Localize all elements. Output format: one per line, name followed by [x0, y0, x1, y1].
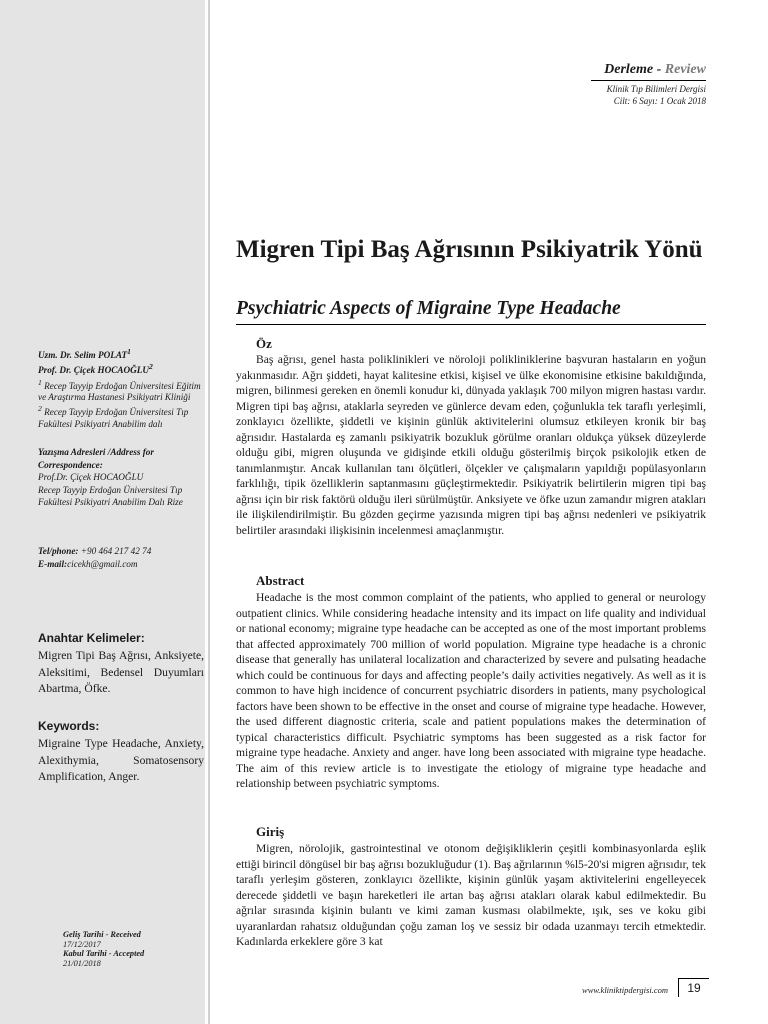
abstract-heading: Abstract: [256, 573, 305, 588]
received-date: 17/12/2017: [63, 939, 101, 949]
header-rule: [591, 80, 706, 81]
journal-issue: Cilt: 6 Sayı: 1 Ocak 2018: [613, 96, 706, 106]
phone-line: Tel/phone: +90 464 217 42 74: [38, 546, 152, 556]
oz-paragraph: Baş ağrısı, genel hasta poliklinikleri ve nöroloji polikliniklerine başvuran hastaların en yoğun yakınmasıdır. Ağrı şiddeti, hayat kalitesine etkisi, kişisel ve ülke ekonomisine etkisine bakıldığında, migren, bilinmesi gereken en önemli konudur ki, dünyada yaklaşık 700 milyon migren hastası vardır. Migren tipi baş ağrısı, ataklarla seyreden ve günlerce devam eden, çoğunlukla tek taraflı yerleşimli, zonklayıcı özellikte, şiddetli ve kişinin günlük aktivitelerini olumsuz etkileyen kronik bir baş ağrısıdır. Hastalarda eş zamanlı psikiyatrik bozukluk görülme oranları oldukça yüksek düzeylerde olduğu gibi, migren oluşunda ve gidişinde etkili olduğu gösterilmiş birçok psikolojik etken de tanımlanmıştır. Ancak kullanılan tanı ölçütleri, ölçekler ve çalışmaların yapıldığı popülasyonların farklılığı, tipik özelliklerin saptanmasını güçleştirmektedir. Psikiyatrik belirtilerin migren tipi baş ağrısı için bir risk faktörü olduğu ileri sürülmüştür. Anksiyete ve öfke uzun zamandır migren atakları ile ilişkilendirilmiştir. Bu gözden geçirme yazısında migren tipi baş ağrısı nedenleri ve psikiyatrik belirtiler arasındaki ilişkisinin incelenmesi amaçlanmıştır.: [236, 353, 706, 537]
email-line[interactable]: E-mail:cicekh@gmail.com: [38, 559, 138, 569]
article-title: Migren Tipi Baş Ağrısının Psikiyatrik Yönü: [236, 236, 703, 263]
dates-block: [63, 930, 203, 968]
article-subtitle: Psychiatric Aspects of Migraine Type Headache: [236, 298, 621, 319]
keywords-en-text: Migraine Type Headache, Anxiety, Alexithymia, Somatosensory Amplification, Anger.: [38, 737, 204, 783]
title-rule: [236, 324, 706, 325]
keywords-en-heading: Keywords:: [38, 719, 100, 733]
author-2: Prof. Dr. Çiçek HOCAOĞLU$^2$: [38, 362, 153, 376]
page-number: 19: [678, 978, 709, 997]
author-1: Uzm. Dr. Selim POLAT$^1$: [38, 347, 131, 361]
article-type-en: Review: [664, 62, 706, 77]
journal-name: Klinik Tıp Bilimleri Dergisi: [606, 84, 706, 94]
accepted-date: 21/01/2018: [63, 958, 101, 968]
giris-heading: Giriş: [256, 824, 285, 839]
sidebar-edge: [208, 0, 210, 1024]
correspondence-heading: Yazışma Adresleri /Address for Correspondence:: [38, 447, 154, 470]
accepted-label: Kabul Tarihi - Accepted: [63, 949, 145, 959]
abstract-paragraph: Headache is the most common complaint of the patients, who applied to general or neurology outpatient clinics. While considering headache intensity and its impact on life quality and individual or national economy; migraine type headache can be accepted as one of the most important problems that affected approximately 700 million of world population. Migraine type headache is a chronic disease that generally has unilateral localization and characterized by severe and pulsating headache which could be continuous for days and affecting people’s daily activities negatively. As well as it is common to have high incidence of concurrent psychiatric disorders in patients, many psychological factors have been shown to be effective in the onset and course of migraine type headache. However, the used different diagnostic criteria, scale and patient populations makes the determination of typical characteristics difficult. Psychiatric symptoms has been suggested as a risk factor for migraine type headache. Anxiety and anger. have long been associated with migraine type headache. The aim of this review article is to investigate the etiology of migraine type headache and relationship between psychiatric symptoms.: [236, 591, 706, 790]
received-label: Geliş Tarihi - Received: [63, 930, 141, 939]
correspondence-name: Prof.Dr. Çiçek HOCAOĞLU: [38, 472, 144, 482]
keywords-tr: [38, 630, 204, 697]
footer-url[interactable]: www.kliniktipdergisi.com: [582, 985, 668, 995]
affiliation-2: $^2$ Recep Tayyip Erdoğan Üniversitesi Tıp Fakültesi Psikiyatri Anabilim dalı: [38, 404, 189, 429]
oz-heading: Öz: [256, 336, 272, 351]
email-link: cicekh@gmail.com: [67, 559, 138, 569]
correspondence-block: [38, 446, 208, 509]
contact-block: [38, 545, 208, 571]
correspondence-address: Recep Tayyip Erdoğan Üniversitesi Tıp Fakültesi Psikiyatri Anabilim Dalı Rize: [38, 484, 183, 507]
article-type: Derleme - Review: [604, 62, 706, 77]
keywords-en: [38, 718, 204, 785]
sidebar-panel: [0, 0, 205, 1024]
journal-header: [591, 62, 706, 107]
affiliation-1: $^1$ Recep Tayyip Erdoğan Üniversitesi Eğitim ve Araştırma Hastanesi Psikiyatri Kliniği: [38, 377, 201, 403]
keywords-tr-text: Migren Tipi Baş Ağrısı, Anksiyete, Aleksitimi, Bedensel Duyumları Abartma, Öfke.: [38, 649, 204, 695]
giris-paragraph: Migren, nörolojik, gastrointestinal ve otonom değişikliklerin çeşitli kombinasyonlarda eşlik ettiği birincil döngüsel bir baş ağrısı bozukluğudur (1). Baş ağrılarının %l5-20'si migren ağrısıdır, tek taraflı yerleşim gösteren, zonklayıcı özellikte, kişinin günlük yaşam aktivitelerini engelleyecek derecede şiddetli ve başın hareketleri ile artan baş ağrısı atakları olarak kabul edilmektedir. Bu ağrılar sırasında kişinin bulantı ve kimi zaman kusması olabilmekte, ışık, ses ve koku gibi uyaranlardan rahatsız olduğundan çoğu zaman loş ve sessiz bir odada uzanmayı tercih etmektedir. Kadınlarda erkeklere göre 3 kat: [236, 842, 706, 948]
keywords-tr-heading: Anahtar Kelimeler:: [38, 631, 145, 645]
author-block: [38, 346, 208, 430]
